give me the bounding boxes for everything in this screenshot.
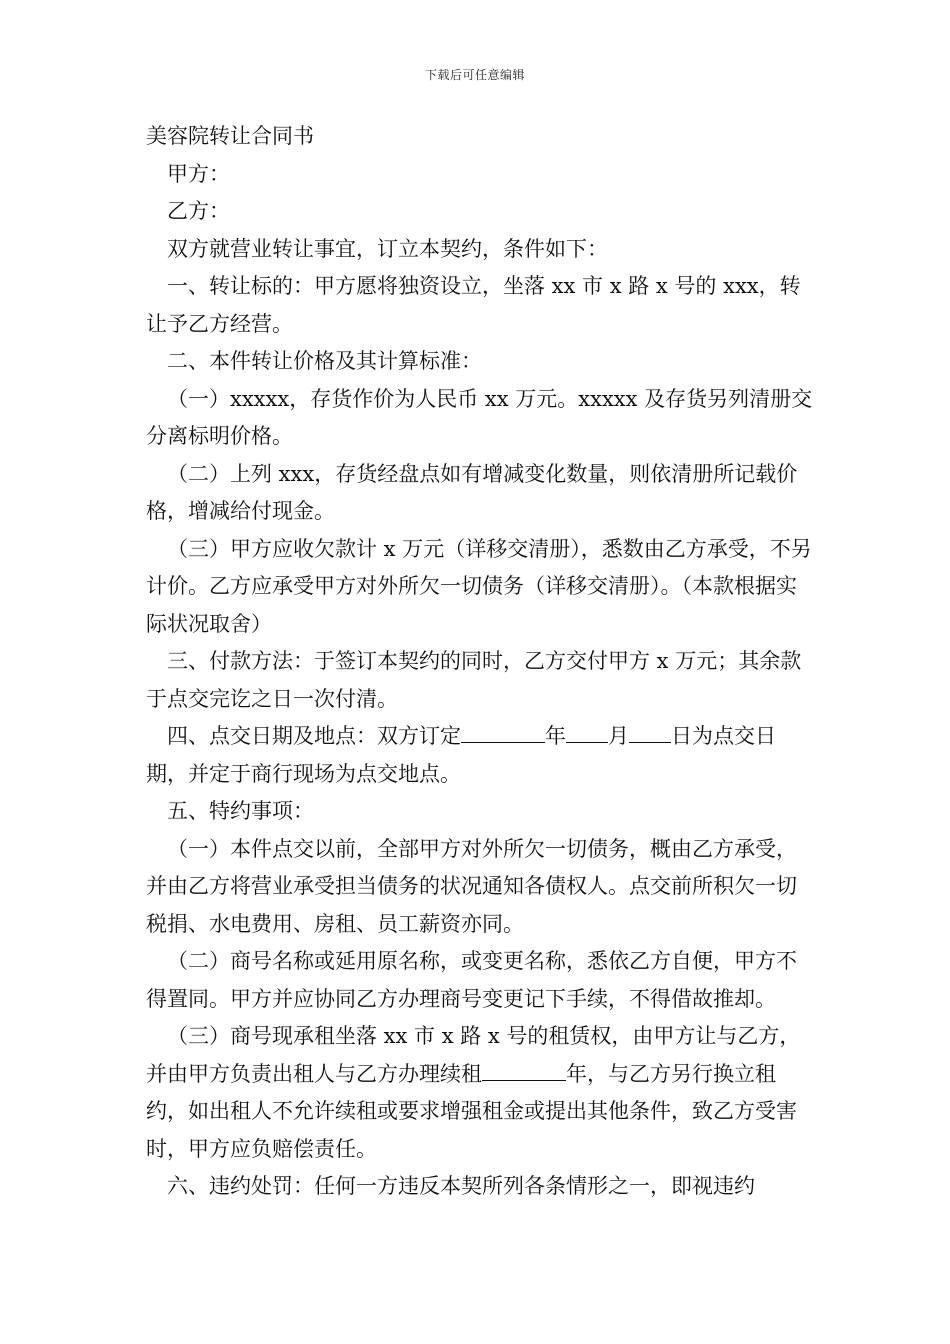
- clause-4-text-a: 四、点交日期及地点：双方订定: [167, 724, 461, 748]
- party-a-line: 甲方：: [167, 161, 230, 186]
- clause-6: 六、违约处罚：任何一方违反本契所列各条情形之一，即视违约: [167, 1174, 755, 1198]
- clause-2-3: （三）甲方应收欠款计 x 万元（详移交清册），悉数由乙方承受，不另计价。乙方应承受甲方对外所欠一切债务（详移交清册）。（本款根据实际状况取舍）: [146, 536, 812, 636]
- intro-paragraph: 双方就营业转让事宜，订立本契约，条件如下：: [167, 236, 608, 261]
- clause-4: [146, 718, 814, 793]
- clause-3: 三、付款方法：于签订本契约的同时，乙方交付甲方 x 万元；其余款于点交完讫之日一次付清。: [146, 649, 802, 711]
- party-b-line: 乙方：: [167, 199, 230, 223]
- clause-5-1: （一）本件点交以前，全部甲方对外所欠一切债务，概由乙方承受，并由乙方将营业承受担当债务的状况通知各债权人。点交前所积欠一切税捐、水电费用、房租、员工薪资亦同。: [146, 836, 797, 936]
- month-blank: [566, 720, 608, 743]
- clause-2-1: （一）xxxxx，存货作价为人民币 xx 万元。xxxxx 及存货另列清册交分离标明价格。: [146, 386, 813, 448]
- lease-years-blank: [482, 1058, 566, 1081]
- clause-4-text-b: 日为点交日期，并定于商行现场为点交地点。: [146, 724, 776, 786]
- clause-5: 五、特约事项：: [167, 799, 314, 823]
- clause-4-year: 年: [545, 724, 566, 748]
- clause-5-3-text-a: （三）商号现承租坐落 xx 市 x 路 x 号的租赁权，由甲方让与乙方，并由甲方负责出租人与乙方办理续租: [146, 1024, 801, 1086]
- clause-1: 一、转让标的：甲方愿将独资设立，坐落 xx 市 x 路 x 号的 xxx，转让予乙方经营。: [146, 274, 801, 336]
- document-title: 美容院转让合同书: [146, 124, 314, 148]
- clause-5-3-text-b: 年，与乙方另行换立租约，如出租人不允许续租或要求增强租金或提出其他条件，致乙方受害时，甲方应负赔偿责任。: [146, 1061, 797, 1161]
- clause-5-3: [146, 1018, 814, 1168]
- page-header-note: 下载后可任意编辑: [424, 68, 525, 82]
- clause-5-2: （二）商号名称或延用原名称，或变更名称，悉依乙方自便，甲方不得置同。甲方并应协同乙方办理商号变更记下手续，不得借故推却。: [146, 949, 797, 1011]
- clause-2: 二、本件转让价格及其计算标准：: [167, 349, 482, 373]
- clause-2-2: （二）上列 xxx，存货经盘点如有增减变化数量，则依清册所记载价格，增减给付现金。: [146, 461, 798, 523]
- document-body: [146, 118, 814, 1206]
- day-blank: [629, 720, 671, 743]
- clause-4-month: 月: [608, 724, 629, 748]
- year-blank: [461, 720, 545, 743]
